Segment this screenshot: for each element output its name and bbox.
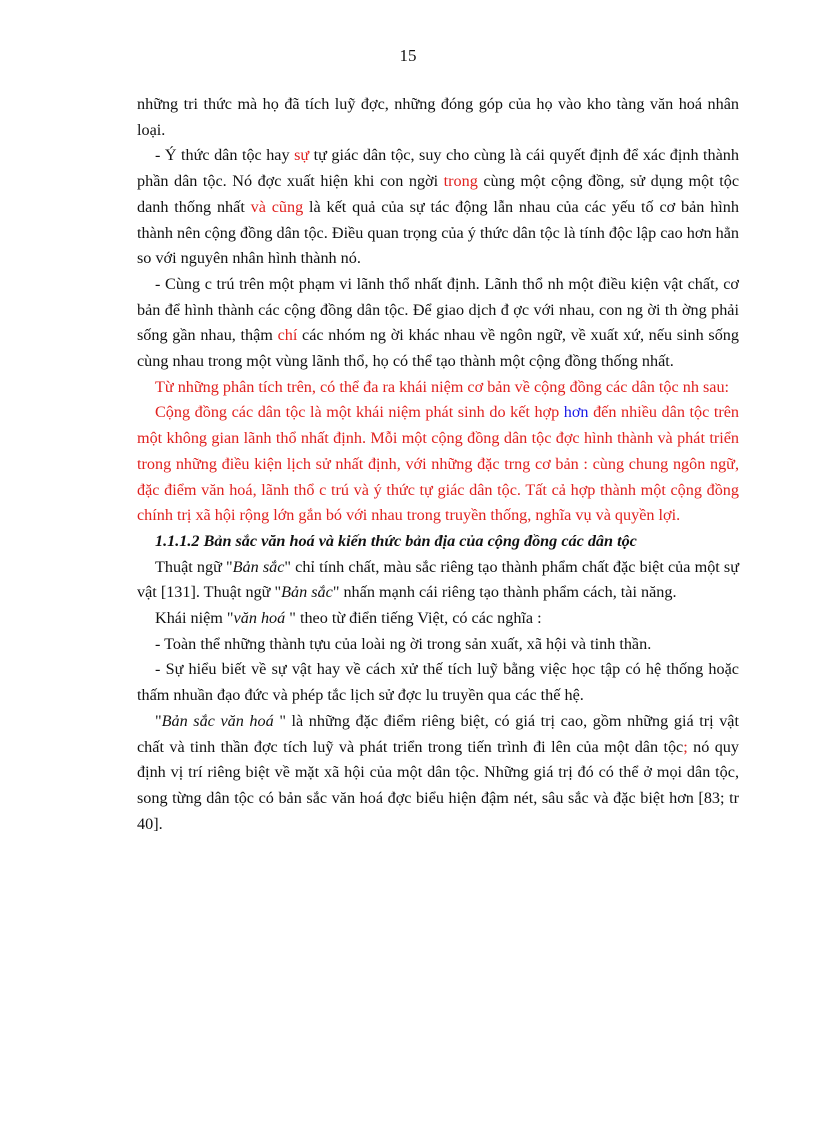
- paragraph-6: [137, 555, 739, 606]
- text-run: Khái niệm ": [155, 609, 234, 628]
- red-text-run: Cộng đồng các dân tộc là một khái niệm phát sinh do kết hợp: [155, 403, 564, 422]
- text-run: là kết quả của sự tác động lẫn nhau của các yếu tố cơ bản hình thành nên cộng đồng dân tộc. Điều quan trọng của ý thức dân tộc là tính độc lập cao hơn hẳn so với nguyên nhân hình thành nó.: [137, 197, 739, 268]
- paragraph-2: [137, 143, 739, 272]
- text-run: - Cùng c trú trên một phạm vi lãnh thổ nhất định. Lãnh thổ nh một điều kiện vật chất, cơ bản để hình thành các cộng đồng dân tộc. Để giao dịch đ ợc với nhau, con ng ời th ờng phải sống gần nhau, thậm: [137, 274, 739, 345]
- red-text-run: trong: [443, 172, 478, 191]
- paragraph-10: [137, 709, 739, 838]
- page-number: 15: [399, 46, 417, 65]
- paragraph-7: [137, 606, 739, 632]
- italic-term: Bản sắc văn hoá: [161, 711, 274, 730]
- document-body: [137, 92, 739, 837]
- text-run: nó quy định vị trí riêng biệt về mặt xã hội của một dân tộc. Những giá trị đó có thể ở mọi dân tộc, song từng dân tộc có bản sắc văn hoá đợc biểu hiện đậm nét, sâu sắc và đặc biệt hơn [83; tr 40].: [137, 737, 739, 833]
- italic-term: văn hoá: [233, 609, 286, 628]
- text-run: " nhấn mạnh cái riêng tạo thành phẩm cách, tài năng.: [332, 583, 677, 602]
- text-run: " theo từ điển tiếng Việt, có các nghĩa :: [285, 609, 542, 628]
- paragraph-5-definition: [137, 400, 739, 529]
- text-run: cùng một cộng đồng, sử dụng một tộc danh thống nhất: [137, 172, 739, 216]
- text-run: các nhóm ng ời khác nhau về ngôn ngữ, về xuất xứ, nếu sinh sống cùng nhau trong một vùng lãnh thổ, họ có thể tạo thành một cộng đồng thống nhất.: [137, 326, 739, 371]
- red-text-run: sự: [294, 146, 310, 165]
- red-text-run: đến nhiều dân tộc trên một không gian lãnh thổ nhất định. Mỗi một cộng đồng dân tộc đợc hình thành và phát triển trong những điều kiện lịch sử nhất định, với những đặc trng cơ bản : cùng chung ngôn ngữ, đặc điểm văn hoá, lãnh thổ c trú và ý thức tự giác dân tộc. Tất cả hợp thành một cộng đồng chính trị xã hội rộng lớn gắn bó với nhau trong truyền thống, nghĩa vụ và quyền lợi.: [137, 403, 739, 525]
- italic-term: Bản sắc: [232, 557, 285, 576]
- italic-term: Bản sắc: [281, 583, 333, 602]
- paragraph-4: Từ những phân tích trên, có thể đa ra khái niệm cơ bản về cộng đồng các dân tộc nh sau:: [155, 377, 730, 396]
- text-run: " là những đặc điểm riêng biệt, có giá trị cao, gồm những giá trị vật chất và tinh thần đợc tích luỹ và phát triển trong tiến trình đi lên của một dân tộc: [137, 711, 739, 756]
- red-text-run: và cũng: [250, 197, 304, 216]
- red-text-run: chí: [277, 326, 298, 345]
- text-run: - Ý thức dân tộc hay: [155, 146, 295, 165]
- text-run: tự giác dân tộc, suy cho cùng là cái quyết định để xác định thành phần dân tộc. Nó đợc xuất hiện khi con ngời: [137, 146, 739, 191]
- section-heading: 1.1.1.2 Bản sắc văn hoá và kiến thức bản địa của cộng đồng các dân tộc: [155, 531, 637, 550]
- paragraph-1: những tri thức mà họ đã tích luỹ đợc, những đóng góp của họ vào kho tàng văn hoá nhân loại.: [137, 95, 739, 139]
- text-run: Thuật ngữ ": [155, 557, 233, 576]
- text-run: " chỉ tính chất, màu sắc riêng tạo thành phẩm chất đặc biệt của một sự vật [131]. Thuật ngữ ": [137, 557, 739, 602]
- paragraph-3: [137, 272, 739, 375]
- blue-text-run: hơn: [563, 403, 589, 422]
- red-text-run: ;: [683, 737, 688, 756]
- paragraph-8: - Toàn thể những thành tựu của loài ng ời trong sản xuất, xã hội và tinh thần.: [155, 634, 652, 653]
- paragraph-9: - Sự hiểu biết về sự vật hay về cách xử thế tích luỹ bằng việc học tập có hệ thống hoặc thấm nhuần đạo đức và phép tắc lịch sử đợc lu truyền qua các thế hệ.: [137, 660, 739, 705]
- text-run: ": [155, 711, 162, 730]
